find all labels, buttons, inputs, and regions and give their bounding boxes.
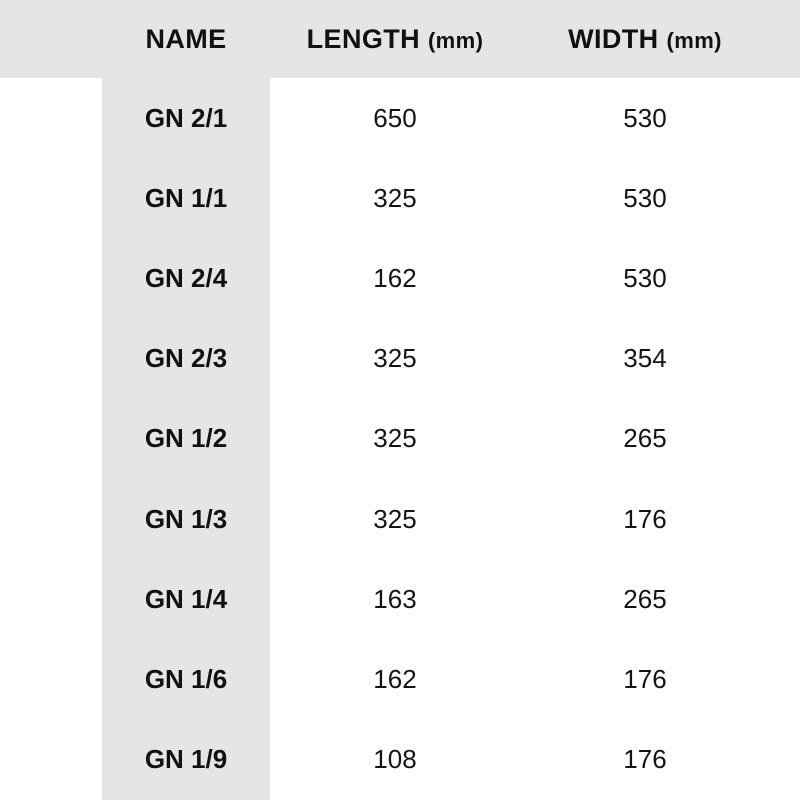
cell-name: GN 2/1 [144, 102, 228, 133]
row-pad-left [0, 238, 102, 318]
row-pad-right [770, 720, 800, 800]
table-header [0, 0, 800, 78]
row-pad-right [770, 78, 800, 158]
row-pad-left [0, 479, 102, 559]
row-pad-right [770, 158, 800, 238]
cell-name: GN 1/1 [144, 182, 228, 213]
cell-name: GN 2/4 [144, 262, 228, 293]
cell-length: 650 [373, 102, 417, 133]
header-pad-left [0, 0, 102, 78]
cell-length: 163 [373, 583, 417, 614]
cell-width: 265 [623, 423, 667, 454]
row-pad-left [0, 319, 102, 399]
cell-width: 530 [623, 102, 667, 133]
cell-length: 325 [373, 182, 417, 213]
table-row [0, 720, 800, 800]
cell-width: 265 [623, 583, 667, 614]
column-header-width [520, 0, 770, 78]
cell-name: GN 1/4 [144, 583, 228, 614]
row-pad-right [770, 319, 800, 399]
table-row [0, 158, 800, 238]
cell-name: GN 1/9 [144, 744, 228, 775]
table-row [0, 479, 800, 559]
table-header-row [0, 0, 800, 78]
cell-name: GN 2/3 [144, 343, 228, 374]
row-pad-right [770, 639, 800, 719]
cell-width: 354 [623, 343, 667, 374]
row-pad-left [0, 399, 102, 479]
cell-width: 176 [623, 503, 667, 534]
row-pad-left [0, 559, 102, 639]
column-header-name: NAME [145, 23, 227, 54]
row-pad-left [0, 639, 102, 719]
row-pad-left [0, 720, 102, 800]
cell-length: 325 [373, 343, 417, 374]
cell-width: 176 [623, 663, 667, 694]
row-pad-left [0, 78, 102, 158]
table-row [0, 238, 800, 318]
cell-length: 325 [373, 423, 417, 454]
cell-width: 530 [623, 182, 667, 213]
cell-length: 162 [373, 663, 417, 694]
table-row [0, 399, 800, 479]
column-header-width-unit: (mm) [666, 27, 722, 53]
column-header-length [270, 0, 520, 78]
cell-name: GN 1/3 [144, 503, 228, 534]
column-header-length-unit: (mm) [427, 27, 484, 53]
row-pad-right [770, 479, 800, 559]
header-pad-right [770, 0, 800, 78]
cell-name: GN 1/6 [144, 663, 228, 694]
table-row [0, 559, 800, 639]
column-header-length-label: LENGTH [306, 23, 421, 54]
table-body [0, 78, 800, 800]
cell-length: 325 [373, 503, 417, 534]
cell-name: GN 1/2 [144, 423, 228, 454]
cell-length: 162 [373, 262, 417, 293]
cell-width: 530 [623, 262, 667, 293]
table-row [0, 319, 800, 399]
table-row [0, 78, 800, 158]
row-pad-left [0, 158, 102, 238]
row-pad-right [770, 399, 800, 479]
cell-length: 108 [373, 744, 417, 775]
cell-width: 176 [623, 744, 667, 775]
table-row [0, 639, 800, 719]
row-pad-right [770, 559, 800, 639]
column-header-width-label: WIDTH [568, 23, 659, 54]
row-pad-right [770, 238, 800, 318]
